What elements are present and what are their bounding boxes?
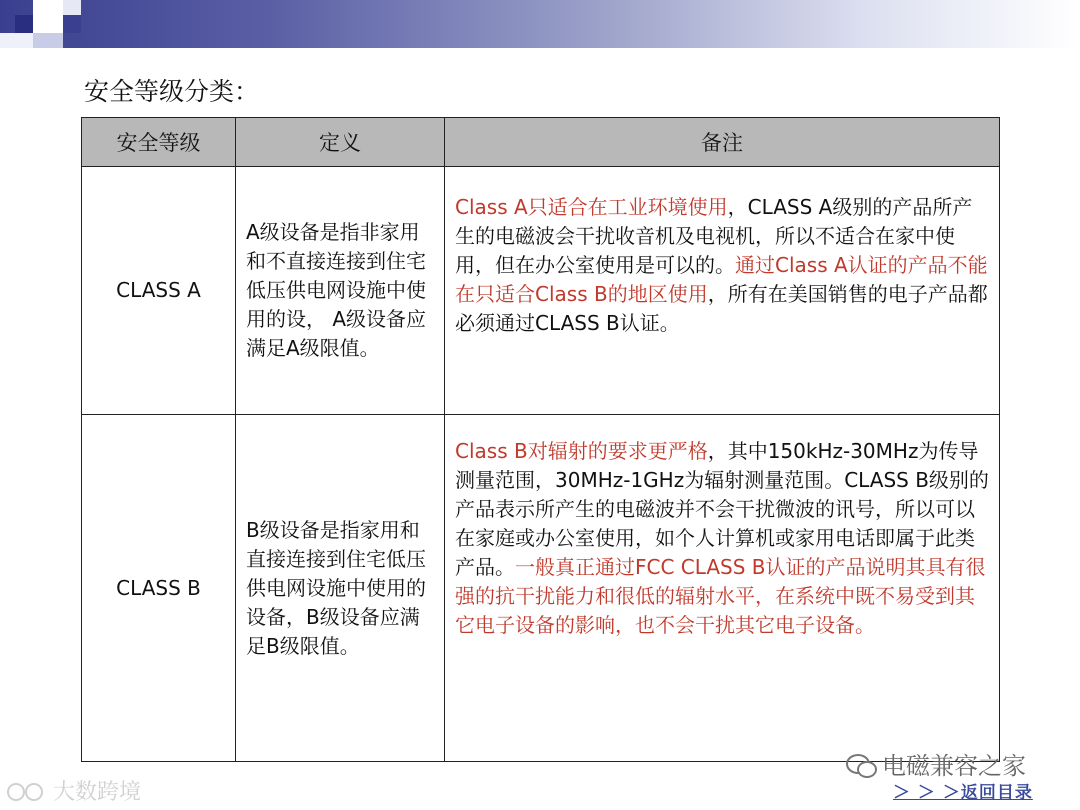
note-segment: ，所有在美国销售的电子产品都必须通过CLASS B认证。 (455, 282, 988, 335)
top-decorative-bar (0, 0, 1080, 48)
note-segment: ，CLASS A级别的产品所产生的电磁波会干扰收音机及电视机，所以不适合在家中使用，但在办公室使用是可以的。 (455, 195, 973, 277)
class-b-definition: B级设备是指家用和直接连接到住宅低压供电网设施中使用的设备，B级设备应满足B级限值。 (236, 415, 445, 762)
table-header-row (82, 118, 1000, 167)
watermark-brand (5, 775, 141, 806)
brand-logo-icon (5, 779, 49, 803)
decor-square (63, 0, 81, 15)
class-a-cell: CLASS A (82, 167, 236, 415)
class-b-cell: CLASS B (82, 415, 236, 762)
safety-class-table (81, 117, 1000, 762)
note-segment: 通过Class A认证的产品不能在只适合Class B的地区使用 (455, 253, 988, 306)
table-row-class-a (82, 167, 1000, 415)
note-segment: ，其中150kHz-30MHz为传导测量范围，30MHz-1GHz为辐射测量范围。CLASS B级别的产品表示所产生的电磁波并不会干扰微波的讯号，所以可以在家庭或办公室使用，如个人计算机或家用电话即属于此类产品。 (455, 439, 989, 579)
section-title: 安全等级分类： (84, 77, 260, 106)
class-a-note (445, 167, 1000, 415)
watermark-text: 电磁兼容之家 (882, 752, 1026, 780)
header-definition: 定义 (236, 118, 445, 167)
table-row-class-b (82, 415, 1000, 762)
decor-square (15, 15, 33, 33)
note-segment: Class A只适合在工业环境使用 (455, 195, 728, 219)
class-a-definition: A级设备是指非家用和不直接连接到住宅低压供电网设施中使用的设， A级设备应满足A级限值。 (236, 167, 445, 415)
header-notes: 备注 (445, 118, 1000, 167)
back-to-contents-link[interactable]: ＞ ＞ ＞返回目录 (893, 783, 1033, 803)
note-segment: Class B对辐射的要求更严格 (455, 439, 708, 463)
decor-square (0, 33, 33, 48)
decor-square (63, 15, 81, 33)
class-b-note (445, 415, 1000, 762)
watermark-left-text: 大数跨境 (53, 780, 142, 805)
note-segment: 一般真正通过FCC CLASS B认证的产品说明其具有很强的抗干扰能力和很低的辐射水平，在系统中既不易受到其它电子设备的影响，也不会干扰其它电子设备。 (455, 555, 986, 637)
header-security-level: 安全等级 (82, 118, 236, 167)
watermark-wechat (846, 746, 1026, 781)
decor-square (33, 0, 63, 33)
wechat-icon (846, 752, 876, 776)
decor-square (33, 33, 63, 48)
